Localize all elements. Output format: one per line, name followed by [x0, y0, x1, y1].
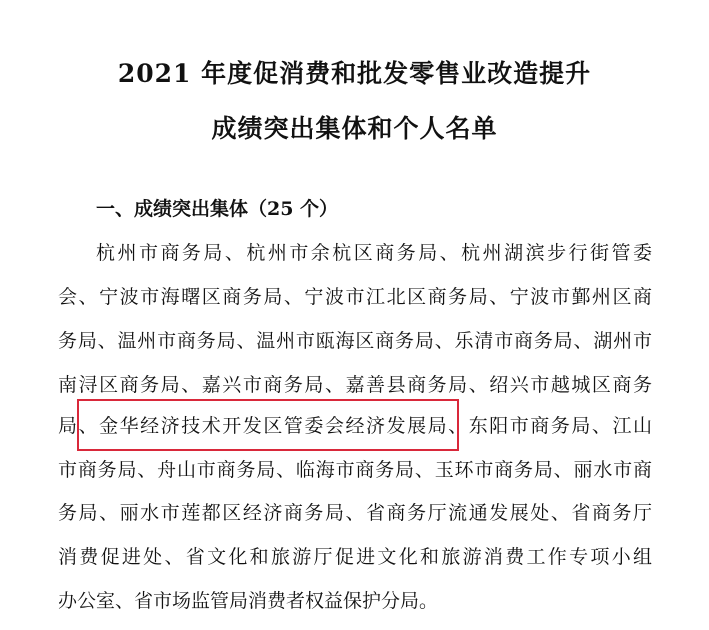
body-text-line: 务局、丽水市莲都区经济商务局、省商务厅流通发展处、省商务厅 — [58, 502, 652, 524]
body-text-line: 务局、温州市商务局、温州市瓯海区商务局、乐清市商务局、湖州市 — [58, 330, 652, 352]
body-text-line: 会、宁波市海曙区商务局、宁波市江北区商务局、宁波市鄞州区商 — [58, 286, 652, 308]
body-text-line: 杭州市商务局、杭州市余杭区商务局、杭州湖滨步行街管委 — [96, 242, 652, 264]
section-heading-collectives: 一、成绩突出集体（25 个） — [96, 198, 339, 220]
body-text-line: 局、金华经济技术开发区管委会经济发展局、东阳市商务局、江山 — [58, 415, 652, 437]
body-text-line: 南浔区商务局、嘉兴市商务局、嘉善县商务局、绍兴市越城区商务 — [58, 374, 652, 396]
document-title-line-1: 2021 年度促消费和批发零售业改造提升 — [117, 59, 592, 88]
body-text-line: 办公室、省市场监管局消费者权益保护分局。 — [58, 590, 439, 612]
body-text-line: 市商务局、舟山市商务局、临海市商务局、玉环市商务局、丽水市商 — [58, 459, 652, 481]
highlight-box — [77, 399, 459, 451]
body-text-line: 消费促进处、省文化和旅游厅促进文化和旅游消费工作专项小组 — [58, 546, 652, 568]
document-title-line-2: 成绩突出集体和个人名单 — [211, 114, 498, 143]
